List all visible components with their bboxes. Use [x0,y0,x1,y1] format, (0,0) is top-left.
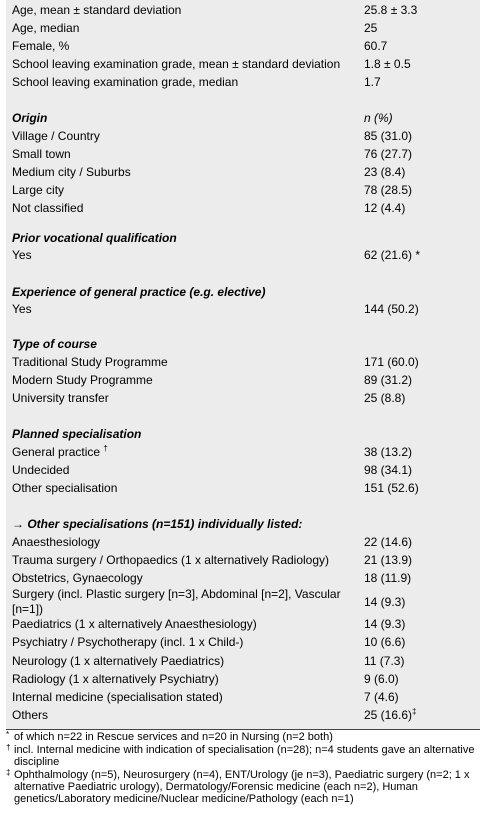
footnote-mark: ‡ [412,707,417,716]
section-heading-other-specialisations [12,515,476,533]
footnote-mark: * [6,730,10,739]
table-row [12,353,476,371]
row-value: 76 (27.7) [364,147,413,161]
section-title: Experience of general practice (e.g. elective) [12,285,266,299]
row-label: Surgery (incl. Plastic surgery [n=3], Abdominal [n=2], Vascular [n=1]) [12,587,341,616]
row-label: Traditional Study Programme [12,355,168,369]
row-value: 22 (14.6) [364,535,413,549]
row-value: 1.8 ± 0.5 [364,57,411,71]
row-value: 12 (4.4) [364,201,406,215]
row-value: 25.8 ± 3.3 [364,3,418,17]
footnote-mark: * [415,248,421,262]
row-label: Internal medicine (specialisation stated) [12,690,223,704]
row-label: Radiology (1 x alternatively Psychiatry) [12,672,219,686]
footnote-text: Ophthalmology (n=5), Neurosurgery (n=4), ENT/Urology (je n=3), Paediatric surgery (n=2; 1 x alternative Paediatric urology), Dermatology/Forensic medicine (each n=2), Human genetics/Laboratory medicine/Nuclear medicine/Pathology (each n=1) [14,769,470,805]
row-label: Modern Study Programme [12,373,153,387]
table-row [12,652,476,670]
row-value: 144 (50.2) [364,302,419,316]
row-label: Age, median [12,21,80,35]
value-text: 25 (16.6) [364,708,413,722]
table-row [12,73,476,91]
row-value: 25 [364,21,378,35]
row-value: 1.7 [364,75,381,89]
row-label: Paediatrics (1 x alternatively Anaesthesiology) [12,617,257,631]
row-value: 9 (6.0) [364,672,399,686]
table-row [12,586,476,618]
row-value: 38 (13.2) [364,445,413,459]
section-heading-vocational [12,229,476,247]
table-row [12,19,476,37]
row-value: 60.7 [364,39,388,53]
row-value: 18 (11.9) [364,571,412,585]
table-row [12,633,476,651]
footnote-mark: ‡ [6,768,11,777]
row-label: Large city [12,183,65,197]
table-row [12,127,476,145]
footnote [6,769,482,805]
section-title: Planned specialisation [12,427,142,441]
row-value: 85 (31.0) [364,129,413,143]
row-label: Neurology (1 x alternatively Paediatrics) [12,654,225,668]
table-row [12,181,476,199]
row-value: 171 (60.0) [364,355,419,369]
row-value: 14 (9.3) [364,617,406,631]
row-value: 78 (28.5) [364,183,413,197]
row-label: Other specialisation [12,481,118,495]
table-row [12,199,476,217]
section-heading-experience [12,283,476,301]
table-row [12,246,476,264]
row-value [364,706,416,724]
row-label: Yes [12,248,32,262]
table-row [12,479,476,497]
row-label: Not classified [12,201,84,215]
row-label: Others [12,708,49,722]
row-value: 89 (31.2) [364,373,413,387]
section-title: Origin [12,111,48,125]
table-row [12,371,476,389]
table-row [12,461,476,479]
table-row [12,300,476,318]
section-title: Type of course [12,337,97,351]
section-heading-planned [12,425,476,443]
row-label: Trauma surgery / Orthopaedics (1 x alternatively Radiology) [12,553,330,567]
section-heading-course [12,335,476,353]
row-value: 14 (9.3) [364,595,406,609]
footnote [6,731,482,743]
footnote-text: incl. Internal medicine with indication of specialisation (n=28); n=4 students gave an alternative discipline [14,744,475,768]
row-value: 7 (4.6) [364,690,399,704]
row-label: University transfer [12,391,109,405]
row-label: Small town [12,147,71,161]
row-value [364,246,420,264]
row-label: Yes [12,302,32,316]
row-label: Village / Country [12,129,100,143]
table-row [12,37,476,55]
footnote [6,744,482,768]
row-label: Age, mean ± standard deviation [12,3,182,17]
section-heading-origin [12,109,476,127]
table-row [12,670,476,688]
footnote-mark: † [103,444,108,453]
table-row [12,569,476,587]
row-value: 98 (34.1) [364,463,413,477]
row-label: Undecided [12,463,70,477]
table-row [12,55,476,73]
row-value: 23 (8.4) [364,165,406,179]
section-title: Prior vocational qualification [12,231,177,245]
table-row [12,443,476,461]
row-label: Obstetrics, Gynaecology [12,571,143,585]
table-row [12,163,476,181]
row-label: Anaesthesiology [12,535,101,549]
row-label [12,443,358,461]
row-label: Medium city / Suburbs [12,165,131,179]
label-text: General practice [12,445,101,459]
table-row [12,145,476,163]
table-row [12,615,476,633]
table-row [12,389,476,407]
row-label: Psychiatry / Psychotherapy (incl. 1 x Child-) [12,635,244,649]
row-value: 11 (7.3) [364,654,405,668]
row-value: 10 (6.6) [364,635,406,649]
row-value: 21 (13.9) [364,553,413,567]
table-row [12,688,476,706]
section-title: → Other specialisations (n=151) individually listed: [12,517,303,531]
table-row [12,533,476,551]
characteristics-table [6,0,480,730]
footnote-mark: † [6,743,11,752]
table-row [12,551,476,569]
row-value: 151 (52.6) [364,481,419,495]
row-value: 25 (8.8) [364,391,406,405]
row-label: School leaving examination grade, mean ± standard deviation [12,57,341,71]
table-row [12,1,476,19]
value-text: 62 (21.6) [364,248,413,262]
table-row [12,706,476,724]
row-label: Female, % [12,39,70,53]
column-header-n: n (%) [364,111,393,125]
footnote-text: of which n=22 in Rescue services and n=20 in Nursing (n=2 both) [14,731,333,743]
row-label: School leaving examination grade, median [12,75,239,89]
